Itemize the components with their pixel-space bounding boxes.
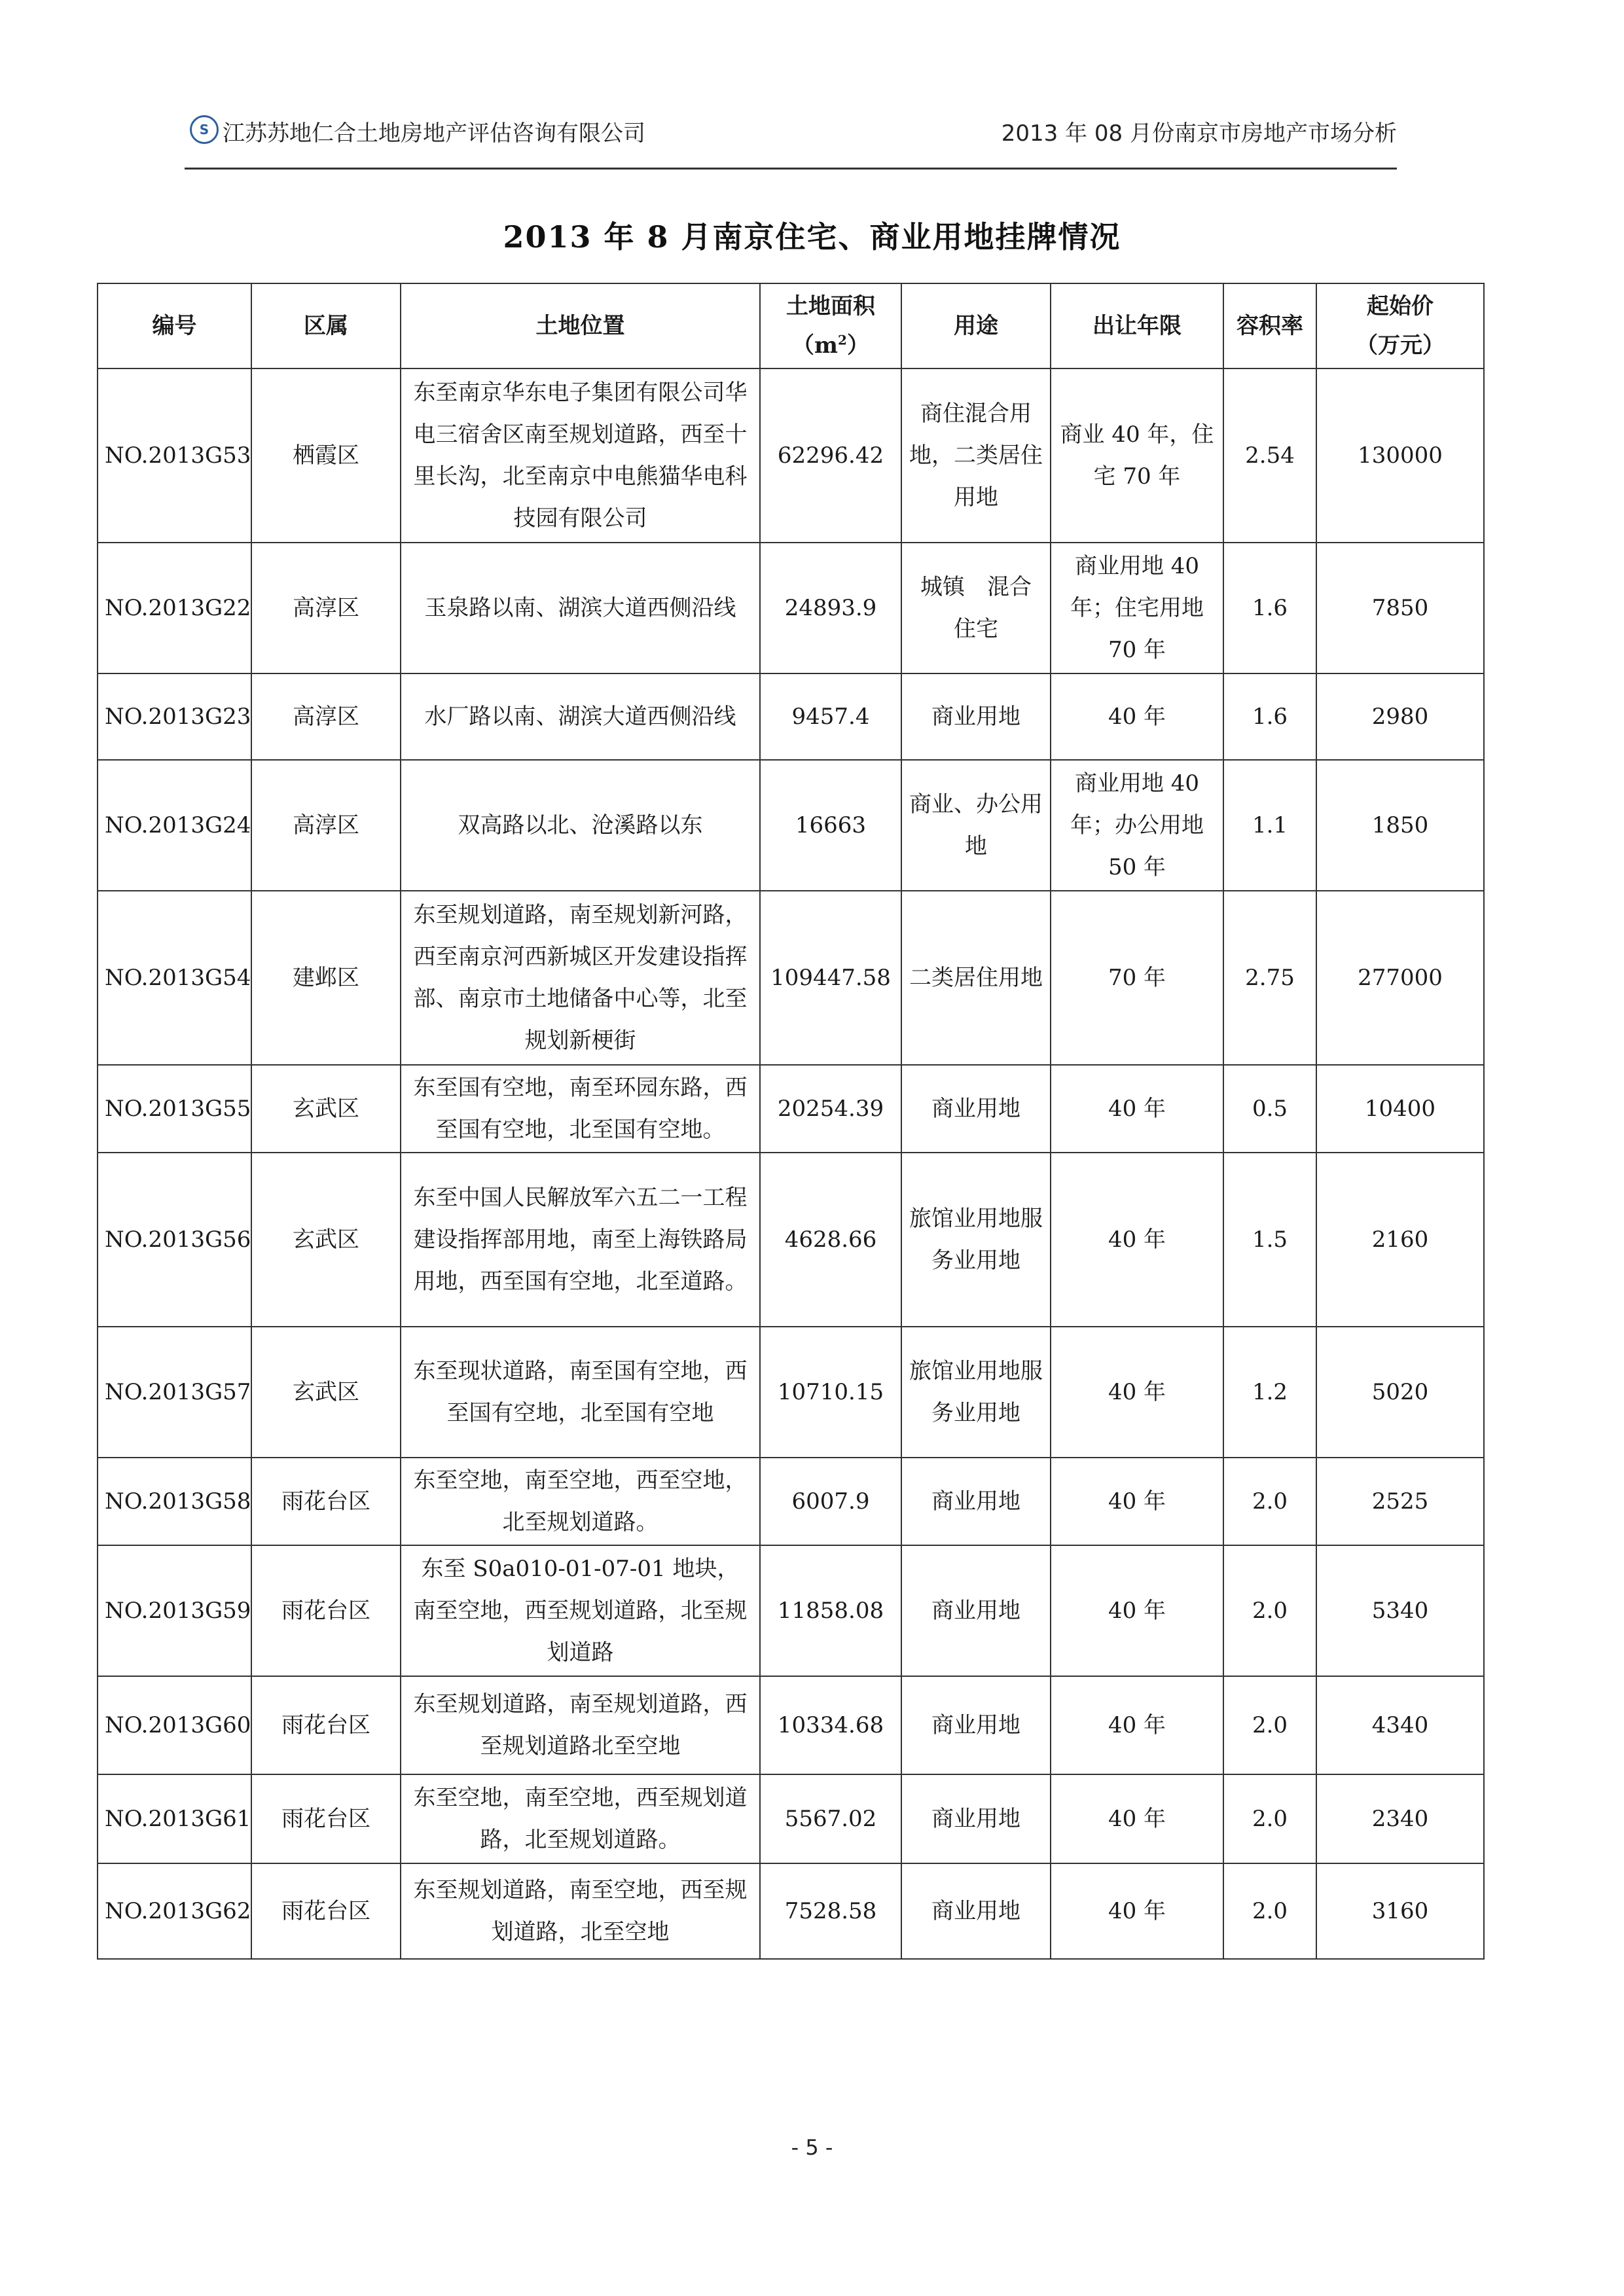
- cell-far: 1.1: [1223, 760, 1316, 891]
- cell-far: 1.6: [1223, 543, 1316, 673]
- table-row: [98, 1774, 1484, 1863]
- cell-district: 雨花台区: [251, 1676, 401, 1774]
- cell-district: 雨花台区: [251, 1774, 401, 1863]
- company-logo-icon: S: [190, 115, 219, 144]
- cell-id: NO.2013G59: [98, 1545, 251, 1676]
- table-row: [98, 368, 1484, 543]
- cell-far: 2.0: [1223, 1863, 1316, 1959]
- price-header-line1: 起始价: [1367, 293, 1434, 319]
- header-divider: [185, 168, 1397, 170]
- table-row: [98, 891, 1484, 1065]
- cell-id: NO.2013G53: [98, 368, 251, 543]
- cell-far: 2.0: [1223, 1545, 1316, 1676]
- cell-area: 24893.9: [760, 543, 901, 673]
- cell-district: 玄武区: [251, 1065, 401, 1153]
- cell-district: 雨花台区: [251, 1545, 401, 1676]
- cell-use: 商业用地: [901, 1065, 1051, 1153]
- land-listing-table: [97, 283, 1485, 1960]
- cell-id: NO.2013G61: [98, 1774, 251, 1863]
- cell-term: 40 年: [1051, 1458, 1223, 1545]
- page-number: - 5 -: [791, 2135, 833, 2160]
- cell-district: 高淳区: [251, 543, 401, 673]
- cell-district: 高淳区: [251, 673, 401, 760]
- cell-location: 东至中国人民解放军六五二一工程建设指挥部用地，南至上海铁路局用地，西至国有空地，北至道路。: [401, 1153, 760, 1327]
- cell-location: 双高路以北、沧溪路以东: [401, 760, 760, 891]
- cell-area: 62296.42: [760, 368, 901, 543]
- cell-location: 东至现状道路，南至国有空地，西至国有空地，北至国有空地: [401, 1327, 760, 1458]
- cell-price: 10400: [1316, 1065, 1484, 1153]
- cell-term: 商业用地 40 年；住宅用地 70 年: [1051, 543, 1223, 673]
- cell-term: 70 年: [1051, 891, 1223, 1065]
- cell-use: 商业用地: [901, 1676, 1051, 1774]
- col-header-use: 用途: [901, 283, 1051, 368]
- cell-location: 水厂路以南、湖滨大道西侧沿线: [401, 673, 760, 760]
- col-header-location: 土地位置: [401, 283, 760, 368]
- cell-id: NO.2013G54: [98, 891, 251, 1065]
- col-header-area: [760, 283, 901, 368]
- cell-location: 东至规划道路，南至规划道路，西至规划道路北至空地: [401, 1676, 760, 1774]
- page-header: [185, 111, 1397, 157]
- price-header-line2: （万元）: [1356, 332, 1445, 359]
- cell-id: NO.2013G62: [98, 1863, 251, 1959]
- table-row: [98, 760, 1484, 891]
- cell-price: 5020: [1316, 1327, 1484, 1458]
- cell-far: 1.6: [1223, 673, 1316, 760]
- cell-use: 旅馆业用地服务业用地: [901, 1327, 1051, 1458]
- cell-use: 商业用地: [901, 673, 1051, 760]
- cell-price: 2340: [1316, 1774, 1484, 1863]
- cell-term: 40 年: [1051, 1327, 1223, 1458]
- table-row: [98, 543, 1484, 673]
- cell-far: 0.5: [1223, 1065, 1316, 1153]
- cell-term: 40 年: [1051, 1545, 1223, 1676]
- cell-price: 1850: [1316, 760, 1484, 891]
- cell-area: 10710.15: [760, 1327, 901, 1458]
- cell-location: 东至空地，南至空地，西至规划道路，北至规划道路。: [401, 1774, 760, 1863]
- cell-area: 4628.66: [760, 1153, 901, 1327]
- cell-district: 建邺区: [251, 891, 401, 1065]
- cell-location: 东至南京华东电子集团有限公司华电三宿舍区南至规划道路，西至十里长沟，北至南京中电熊猫华电科技园有限公司: [401, 368, 760, 543]
- cell-id: NO.2013G57: [98, 1327, 251, 1458]
- cell-district: 高淳区: [251, 760, 401, 891]
- cell-term: 40 年: [1051, 673, 1223, 760]
- cell-price: 277000: [1316, 891, 1484, 1065]
- cell-area: 10334.68: [760, 1676, 901, 1774]
- cell-area: 7528.58: [760, 1863, 901, 1959]
- cell-area: 5567.02: [760, 1774, 901, 1863]
- cell-location: 东至国有空地，南至环园东路，西至国有空地，北至国有空地。: [401, 1065, 760, 1153]
- cell-id: NO.2013G56: [98, 1153, 251, 1327]
- cell-location: 东至空地，南至空地，西至空地，北至规划道路。: [401, 1458, 760, 1545]
- cell-term: 40 年: [1051, 1153, 1223, 1327]
- col-header-far: 容积率: [1223, 283, 1316, 368]
- cell-far: 1.5: [1223, 1153, 1316, 1327]
- col-header-term: 出让年限: [1051, 283, 1223, 368]
- table-header-row: [98, 283, 1484, 368]
- cell-use: 商业用地: [901, 1863, 1051, 1959]
- report-title: 2013 年 08 月份南京市房地产市场分析: [1001, 120, 1397, 147]
- cell-district: 玄武区: [251, 1327, 401, 1458]
- col-header-district: 区属: [251, 283, 401, 368]
- cell-far: 1.2: [1223, 1327, 1316, 1458]
- cell-term: 40 年: [1051, 1863, 1223, 1959]
- cell-use: 商住混合用地，二类居住用地: [901, 368, 1051, 543]
- cell-term: 商业用地 40 年；办公用地 50 年: [1051, 760, 1223, 891]
- cell-id: NO.2013G55: [98, 1065, 251, 1153]
- cell-use: 城镇 混合 住宅: [901, 543, 1051, 673]
- cell-location: 东至 S0a010-01-07-01 地块，南至空地，西至规划道路，北至规划道路: [401, 1545, 760, 1676]
- cell-area: 11858.08: [760, 1545, 901, 1676]
- cell-district: 雨花台区: [251, 1458, 401, 1545]
- cell-location: 玉泉路以南、湖滨大道西侧沿线: [401, 543, 760, 673]
- cell-price: 4340: [1316, 1676, 1484, 1774]
- table-row: [98, 1327, 1484, 1458]
- cell-price: 3160: [1316, 1863, 1484, 1959]
- cell-price: 2980: [1316, 673, 1484, 760]
- cell-price: 130000: [1316, 368, 1484, 543]
- table-row: [98, 1676, 1484, 1774]
- cell-price: 2160: [1316, 1153, 1484, 1327]
- cell-term: 40 年: [1051, 1774, 1223, 1863]
- cell-id: NO.2013G22: [98, 543, 251, 673]
- table-row: [98, 1545, 1484, 1676]
- cell-area: 109447.58: [760, 891, 901, 1065]
- table-row: [98, 1065, 1484, 1153]
- cell-far: 2.0: [1223, 1774, 1316, 1863]
- table-row: [98, 673, 1484, 760]
- cell-use: 商业用地: [901, 1774, 1051, 1863]
- cell-area: 9457.4: [760, 673, 901, 760]
- cell-price: 2525: [1316, 1458, 1484, 1545]
- table-row: [98, 1458, 1484, 1545]
- cell-term: 40 年: [1051, 1676, 1223, 1774]
- cell-far: 2.0: [1223, 1458, 1316, 1545]
- cell-location: 东至规划道路，南至规划新河路，西至南京河西新城区开发建设指挥部、南京市土地储备中心等，北至规划新梗街: [401, 891, 760, 1065]
- table-row: [98, 1153, 1484, 1327]
- cell-area: 6007.9: [760, 1458, 901, 1545]
- cell-use: 旅馆业用地服务业用地: [901, 1153, 1051, 1327]
- col-header-id: 编号: [98, 283, 251, 368]
- cell-use: 商业、办公用地: [901, 760, 1051, 891]
- page-title: 2013 年 8 月南京住宅、商业用地挂牌情况: [503, 219, 1121, 255]
- cell-district: 雨花台区: [251, 1863, 401, 1959]
- cell-id: NO.2013G58: [98, 1458, 251, 1545]
- cell-id: NO.2013G24: [98, 760, 251, 891]
- cell-district: 玄武区: [251, 1153, 401, 1327]
- cell-far: 2.0: [1223, 1676, 1316, 1774]
- cell-id: NO.2013G60: [98, 1676, 251, 1774]
- area-header-unit: $(m^2)$: [792, 332, 869, 359]
- cell-area: 16663: [760, 760, 901, 891]
- cell-id: NO.2013G23: [98, 673, 251, 760]
- cell-term: 商业 40 年，住宅 70 年: [1051, 368, 1223, 543]
- cell-far: 2.75: [1223, 891, 1316, 1065]
- col-header-price: [1316, 283, 1484, 368]
- cell-term: 40 年: [1051, 1065, 1223, 1153]
- cell-area: 20254.39: [760, 1065, 901, 1153]
- cell-district: 栖霞区: [251, 368, 401, 543]
- cell-far: 2.54: [1223, 368, 1316, 543]
- cell-use: 商业用地: [901, 1545, 1051, 1676]
- cell-use: 二类居住用地: [901, 891, 1051, 1065]
- area-header-line1: 土地面积: [786, 293, 875, 319]
- cell-price: 5340: [1316, 1545, 1484, 1676]
- company-name: 江苏苏地仁合土地房地产评估咨询有限公司: [223, 120, 645, 147]
- cell-location: 东至规划道路，南至空地，西至规划道路，北至空地: [401, 1863, 760, 1959]
- cell-price: 7850: [1316, 543, 1484, 673]
- table-row: [98, 1863, 1484, 1959]
- cell-use: 商业用地: [901, 1458, 1051, 1545]
